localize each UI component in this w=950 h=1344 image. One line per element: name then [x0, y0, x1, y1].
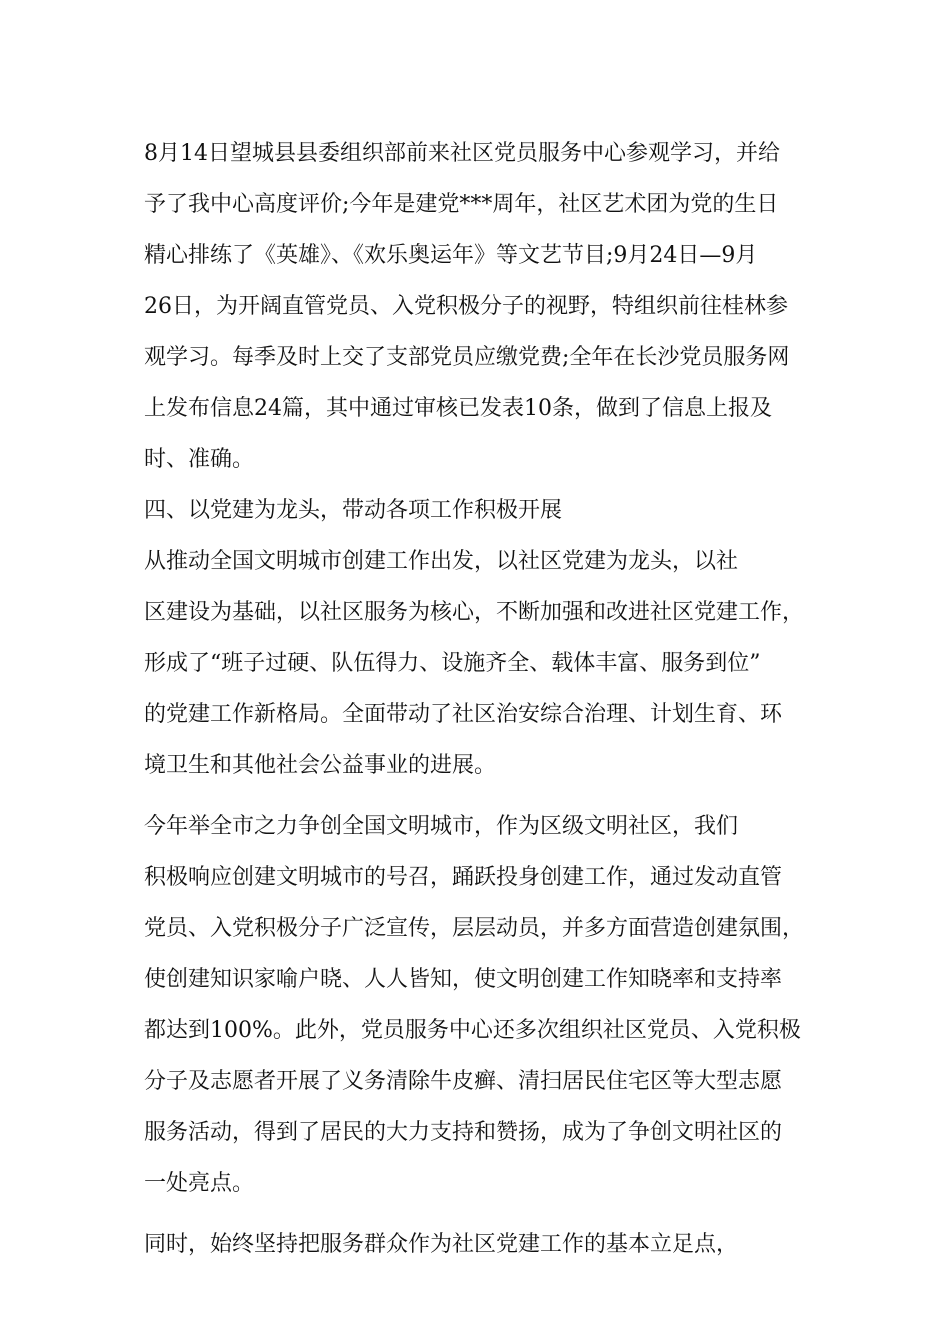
text-line: 积极响应创建文明城市的号召，踊跃投身创建工作，通过发动直管: [144, 865, 783, 890]
text-line: 一处亮点。: [144, 1171, 255, 1196]
text-line: 境卫生和其他社会公益事业的进展。: [144, 753, 497, 778]
text-line: 26日，为开阔直管党员、入党积极分子的视野，特组织前往桂林参: [144, 294, 788, 319]
text-line: 上发布信息24篇，其中通过审核已发表10条，做到了信息上报及: [144, 396, 772, 421]
text-line: 从推动全国文明城市创建工作出发，以社区党建为龙头，以社: [144, 549, 739, 574]
document-body: [144, 128, 820, 1270]
text-line: 分子及志愿者开展了义务清除牛皮癣、清扫居民住宅区等大型志愿: [144, 1069, 783, 1094]
text-line: 党员、入党积极分子广泛宣传，层层动员，并多方面营造创建氛围，: [144, 916, 805, 941]
text-line: 同时，始终坚持把服务群众作为社区党建工作的基本立足点，: [144, 1232, 739, 1257]
text-line: 今年举全市之力争创全国文明城市，作为区级文明社区，我们: [144, 814, 739, 839]
text-line: 时、准确。: [144, 447, 255, 472]
text-line: 区建设为基础，以社区服务为核心，不断加强和改进社区党建工作，: [144, 600, 805, 625]
text-line: 予了我中心高度评价;今年是建党***周年，社区艺术团为党的生日: [144, 192, 779, 217]
text-line: 服务活动，得到了居民的大力支持和赞扬，成为了争创文明社区的: [144, 1120, 783, 1145]
section-heading: 四、以党建为龙头，带动各项工作积极开展: [144, 498, 563, 523]
text-line: 观学习。每季及时上交了支部党员应缴党费;全年在长沙党员服务网: [144, 345, 790, 370]
text-line: 精心排练了《英雄》、《欢乐奥运年》等文艺节目;9月24日—9月: [144, 243, 758, 268]
text-line: 形成了“班子过硬、队伍得力、设施齐全、载体丰富、服务到位”: [144, 651, 761, 676]
text-line: 的党建工作新格局。全面带动了社区治安综合治理、计划生育、环: [144, 702, 783, 727]
text-line: 都达到100%。此外，党员服务中心还多次组织社区党员、入党积极: [144, 1018, 801, 1043]
text-line: 使创建知识家喻户晓、人人皆知，使文明创建工作知晓率和支持率: [144, 967, 783, 992]
text-line: 8月14日望城县县委组织部前来社区党员服务中心参观学习，并给: [144, 141, 780, 166]
